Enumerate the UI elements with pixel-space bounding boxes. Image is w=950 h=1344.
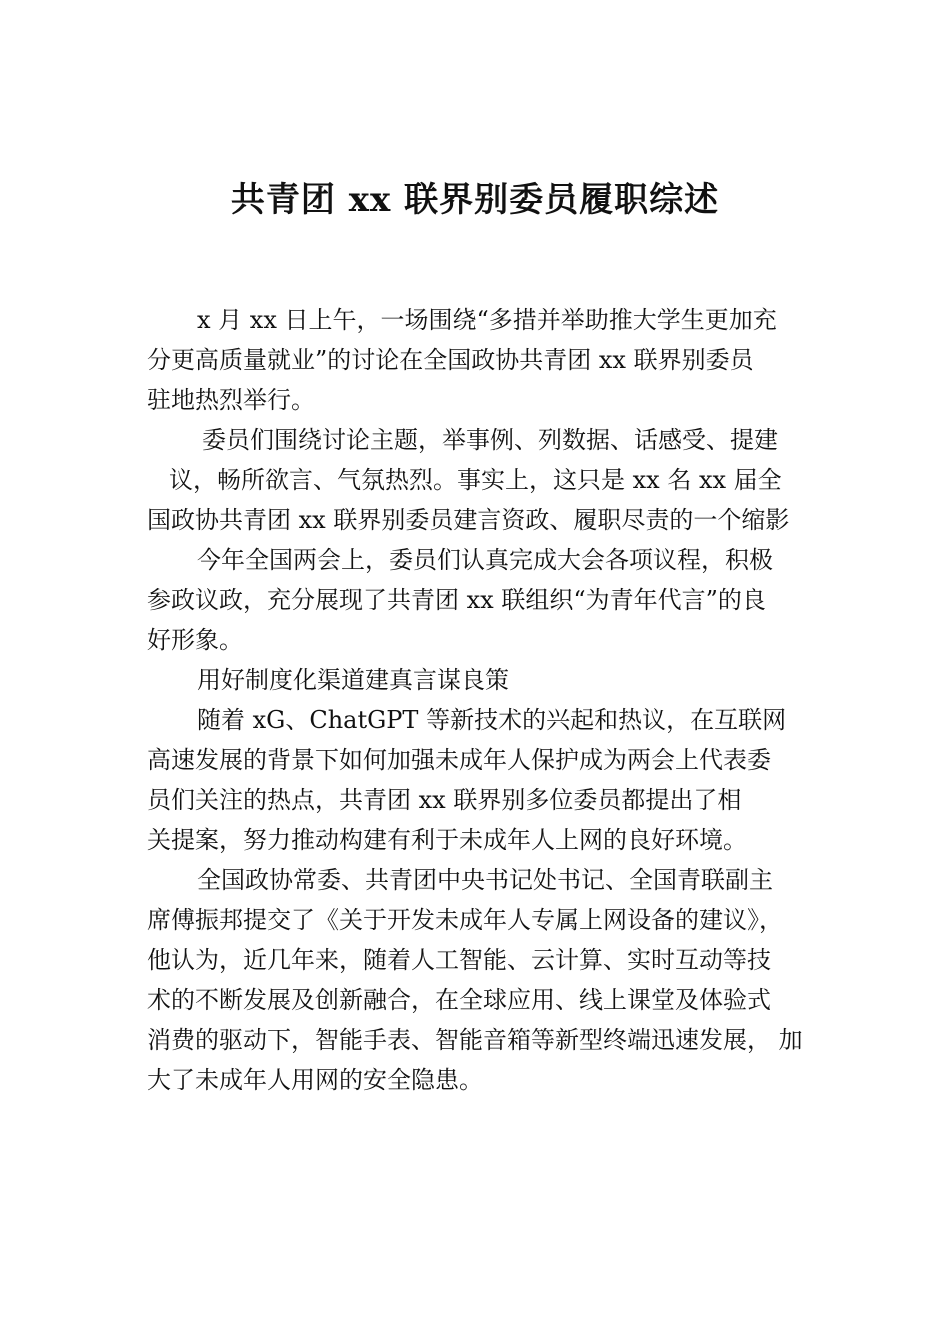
- paragraph-line: 委员们围绕讨论主题，举事例、列数据、话感受、提建: [202, 426, 778, 454]
- paragraph-line: 关提案，努力推动构建有利于未成年人上网的良好环境。: [147, 826, 747, 854]
- paragraph-line: 席傅振邦提交了《关于开发未成年人专属上网设备的建议》，: [147, 906, 783, 934]
- paragraph-line: 分更高质量就业”的讨论在全国政协共青团 xx 联界别委员: [147, 346, 754, 374]
- document-title: 共青团 xx 联界别委员履职综述: [230, 180, 720, 220]
- paragraph-line: 国政协共青团 xx 联界别委员建言资政、履职尽责的一个缩影: [147, 506, 790, 534]
- paragraph-line: 他认为，近几年来，随着人工智能、云计算、实时互动等技: [147, 946, 771, 974]
- paragraph-line: 用好制度化渠道建真言谋良策: [197, 666, 509, 694]
- paragraph-line: 术的不断发展及创新融合，在全球应用、线上课堂及体验式: [147, 986, 771, 1014]
- paragraph-line: 员们关注的热点，共青团 xx 联界别多位委员都提出了相: [147, 786, 742, 814]
- paragraph-line: 高速发展的背景下如何加强未成年人保护成为两会上代表委: [147, 746, 771, 774]
- paragraph-line: 参政议政，充分展现了共青团 xx 联组织“为青年代言”的良: [147, 586, 766, 614]
- paragraph-line: 全国政协常委、共青团中央书记处书记、全国青联副主: [197, 866, 773, 894]
- paragraph-line: x 月 xx 日上午，一场围绕“多措并举助推大学生更加充: [197, 306, 777, 334]
- paragraph-line: 大了未成年人用网的安全隐患。: [147, 1066, 483, 1094]
- paragraph-line: 随着 xG、ChatGPT 等新技术的兴起和热议，在互联网: [197, 706, 787, 734]
- document-body: [147, 300, 817, 1100]
- paragraph-line: 今年全国两会上，委员们认真完成大会各项议程，积极: [197, 546, 773, 574]
- paragraph-line: 好形象。: [147, 626, 243, 654]
- paragraph-line: 议，畅所欲言、气氛热烈。事实上，这只是 xx 名 xx 届全: [169, 466, 782, 494]
- paragraph-line: 驻地热烈举行。: [147, 386, 315, 414]
- paragraph-line: 消费的驱动下，智能手表、智能音箱等新型终端迅速发展， 加: [147, 1026, 803, 1054]
